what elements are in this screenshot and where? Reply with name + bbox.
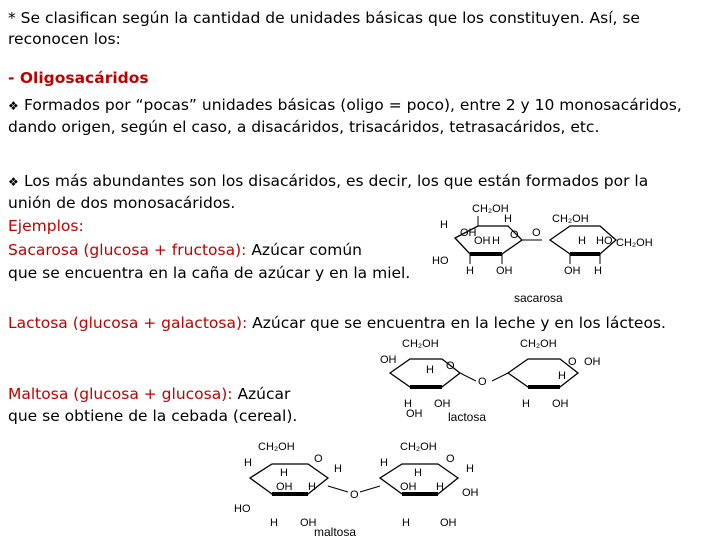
oh-label: OH [564, 265, 581, 277]
glycosidic-o-label: O [478, 376, 487, 388]
glycosidic-o-label: O [532, 227, 541, 239]
paragraph-oligo-1 [8, 95, 682, 117]
intro-line-1: * Se clasifican según la cantidad de unidades básicas que los constituyen. Así, se [8, 9, 640, 27]
lactosa-description: Azúcar que se encuentra en la leche y en los lácteos. [252, 314, 666, 332]
oh-label: OH [496, 265, 513, 277]
sacarosa-description: Azúcar común [251, 241, 362, 259]
paragraph-oligo-1-line-1: Formados por “pocas” unidades básicas (oligo = poco), entre 2 y 10 monosacáridos, [24, 96, 682, 114]
oh-label: OH [440, 517, 457, 529]
oh-label: OH [276, 481, 293, 493]
paragraph-oligo-2-line-1: Los más abundantes son los disacáridos, es decir, los que están formados por la [24, 172, 649, 190]
sacarosa-name: Sacarosa (glucosa + fructosa): [8, 241, 247, 259]
oh-label: OH [434, 398, 451, 410]
o-label: O [510, 229, 519, 241]
ch2oh-label: CH₂OH [520, 338, 557, 350]
h-label: H [492, 235, 500, 247]
h-label: H [466, 265, 474, 277]
ch2oh-label: CH₂OH [258, 441, 295, 453]
oh-label: OH [400, 481, 417, 493]
ch2oh-label: CH₂OH [552, 213, 589, 225]
h-label: H [414, 467, 422, 479]
h-label: H [522, 398, 530, 410]
maltosa-line-1 [8, 384, 290, 405]
h-label: H [308, 481, 316, 493]
diamond-bullet-icon: ❖ [8, 175, 19, 189]
maltosa-description: Azúcar [237, 385, 291, 403]
oh-label: OH [406, 408, 423, 420]
h-label: H [380, 457, 388, 469]
lactosa-structure-diagram [380, 335, 620, 425]
o-label: O [568, 356, 577, 368]
o-label: O [446, 453, 455, 465]
h-label: H [280, 467, 288, 479]
oh-label: OH [460, 227, 477, 239]
oh-label: OH [380, 354, 397, 366]
maltosa-structure-diagram [230, 436, 490, 538]
lactosa-name: Lactosa (glucosa + galactosa): [8, 314, 248, 332]
h-label: H [244, 457, 252, 469]
ho-label: HO [234, 503, 251, 515]
sacarosa-line-1 [8, 240, 362, 261]
oh-label: OH [552, 398, 569, 410]
h-label: H [270, 517, 278, 529]
h-label: H [426, 364, 434, 376]
oh-label: OH [584, 356, 601, 368]
diamond-bullet-icon: ❖ [8, 99, 19, 113]
h-label: H [334, 463, 342, 475]
ch2oh-label: CH₂OH [402, 338, 439, 350]
maltosa-name: Maltosa (glucosa + glucosa): [8, 385, 233, 403]
maltosa-line-2: que se obtiene de la cebada (cereal). [8, 407, 298, 425]
sacarosa-caption: sacarosa [514, 291, 563, 305]
oh-label: OH [300, 517, 317, 529]
h-label: H [436, 481, 444, 493]
intro-line-2: reconocen los: [8, 30, 121, 48]
sacarosa-structure-diagram [430, 198, 705, 308]
h-label: H [404, 398, 412, 410]
h-label: H [440, 219, 448, 231]
ch2oh-label: CH₂OH [616, 237, 653, 249]
oh-label: OH [474, 235, 491, 247]
paragraph-oligo-1-line-2: dando origen, según el caso, a disacáridos, trisacáridos, tetrasacáridos, etc. [8, 118, 600, 136]
h-label: H [504, 213, 512, 225]
h-label: H [466, 463, 474, 475]
h-label: H [402, 517, 410, 529]
o-label: O [314, 453, 323, 465]
lactosa-caption: lactosa [448, 410, 487, 424]
paragraph-oligo-2-line-2: unión de dos monosacáridos. [8, 194, 236, 212]
oh-label: OH [462, 487, 479, 499]
paragraph-oligo-2 [8, 171, 648, 193]
lactosa-line [8, 313, 666, 334]
section-heading-oligosacaridos: - Oligosacáridos [8, 69, 149, 87]
ho-label: HO [432, 255, 449, 267]
ho-label: HO [596, 235, 613, 247]
maltosa-caption: maltosa [314, 525, 357, 538]
h-label: H [578, 235, 586, 247]
sacarosa-line-2: que se encuentra en la caña de azúcar y en la miel. [8, 264, 411, 282]
ch2oh-label: CH₂OH [472, 203, 509, 215]
h-label: H [558, 370, 566, 382]
examples-label: Ejemplos: [8, 217, 84, 235]
o-label: O [446, 360, 455, 372]
ch2oh-label: CH₂OH [400, 441, 437, 453]
glycosidic-o-label: O [350, 489, 359, 501]
h-label: H [594, 265, 602, 277]
